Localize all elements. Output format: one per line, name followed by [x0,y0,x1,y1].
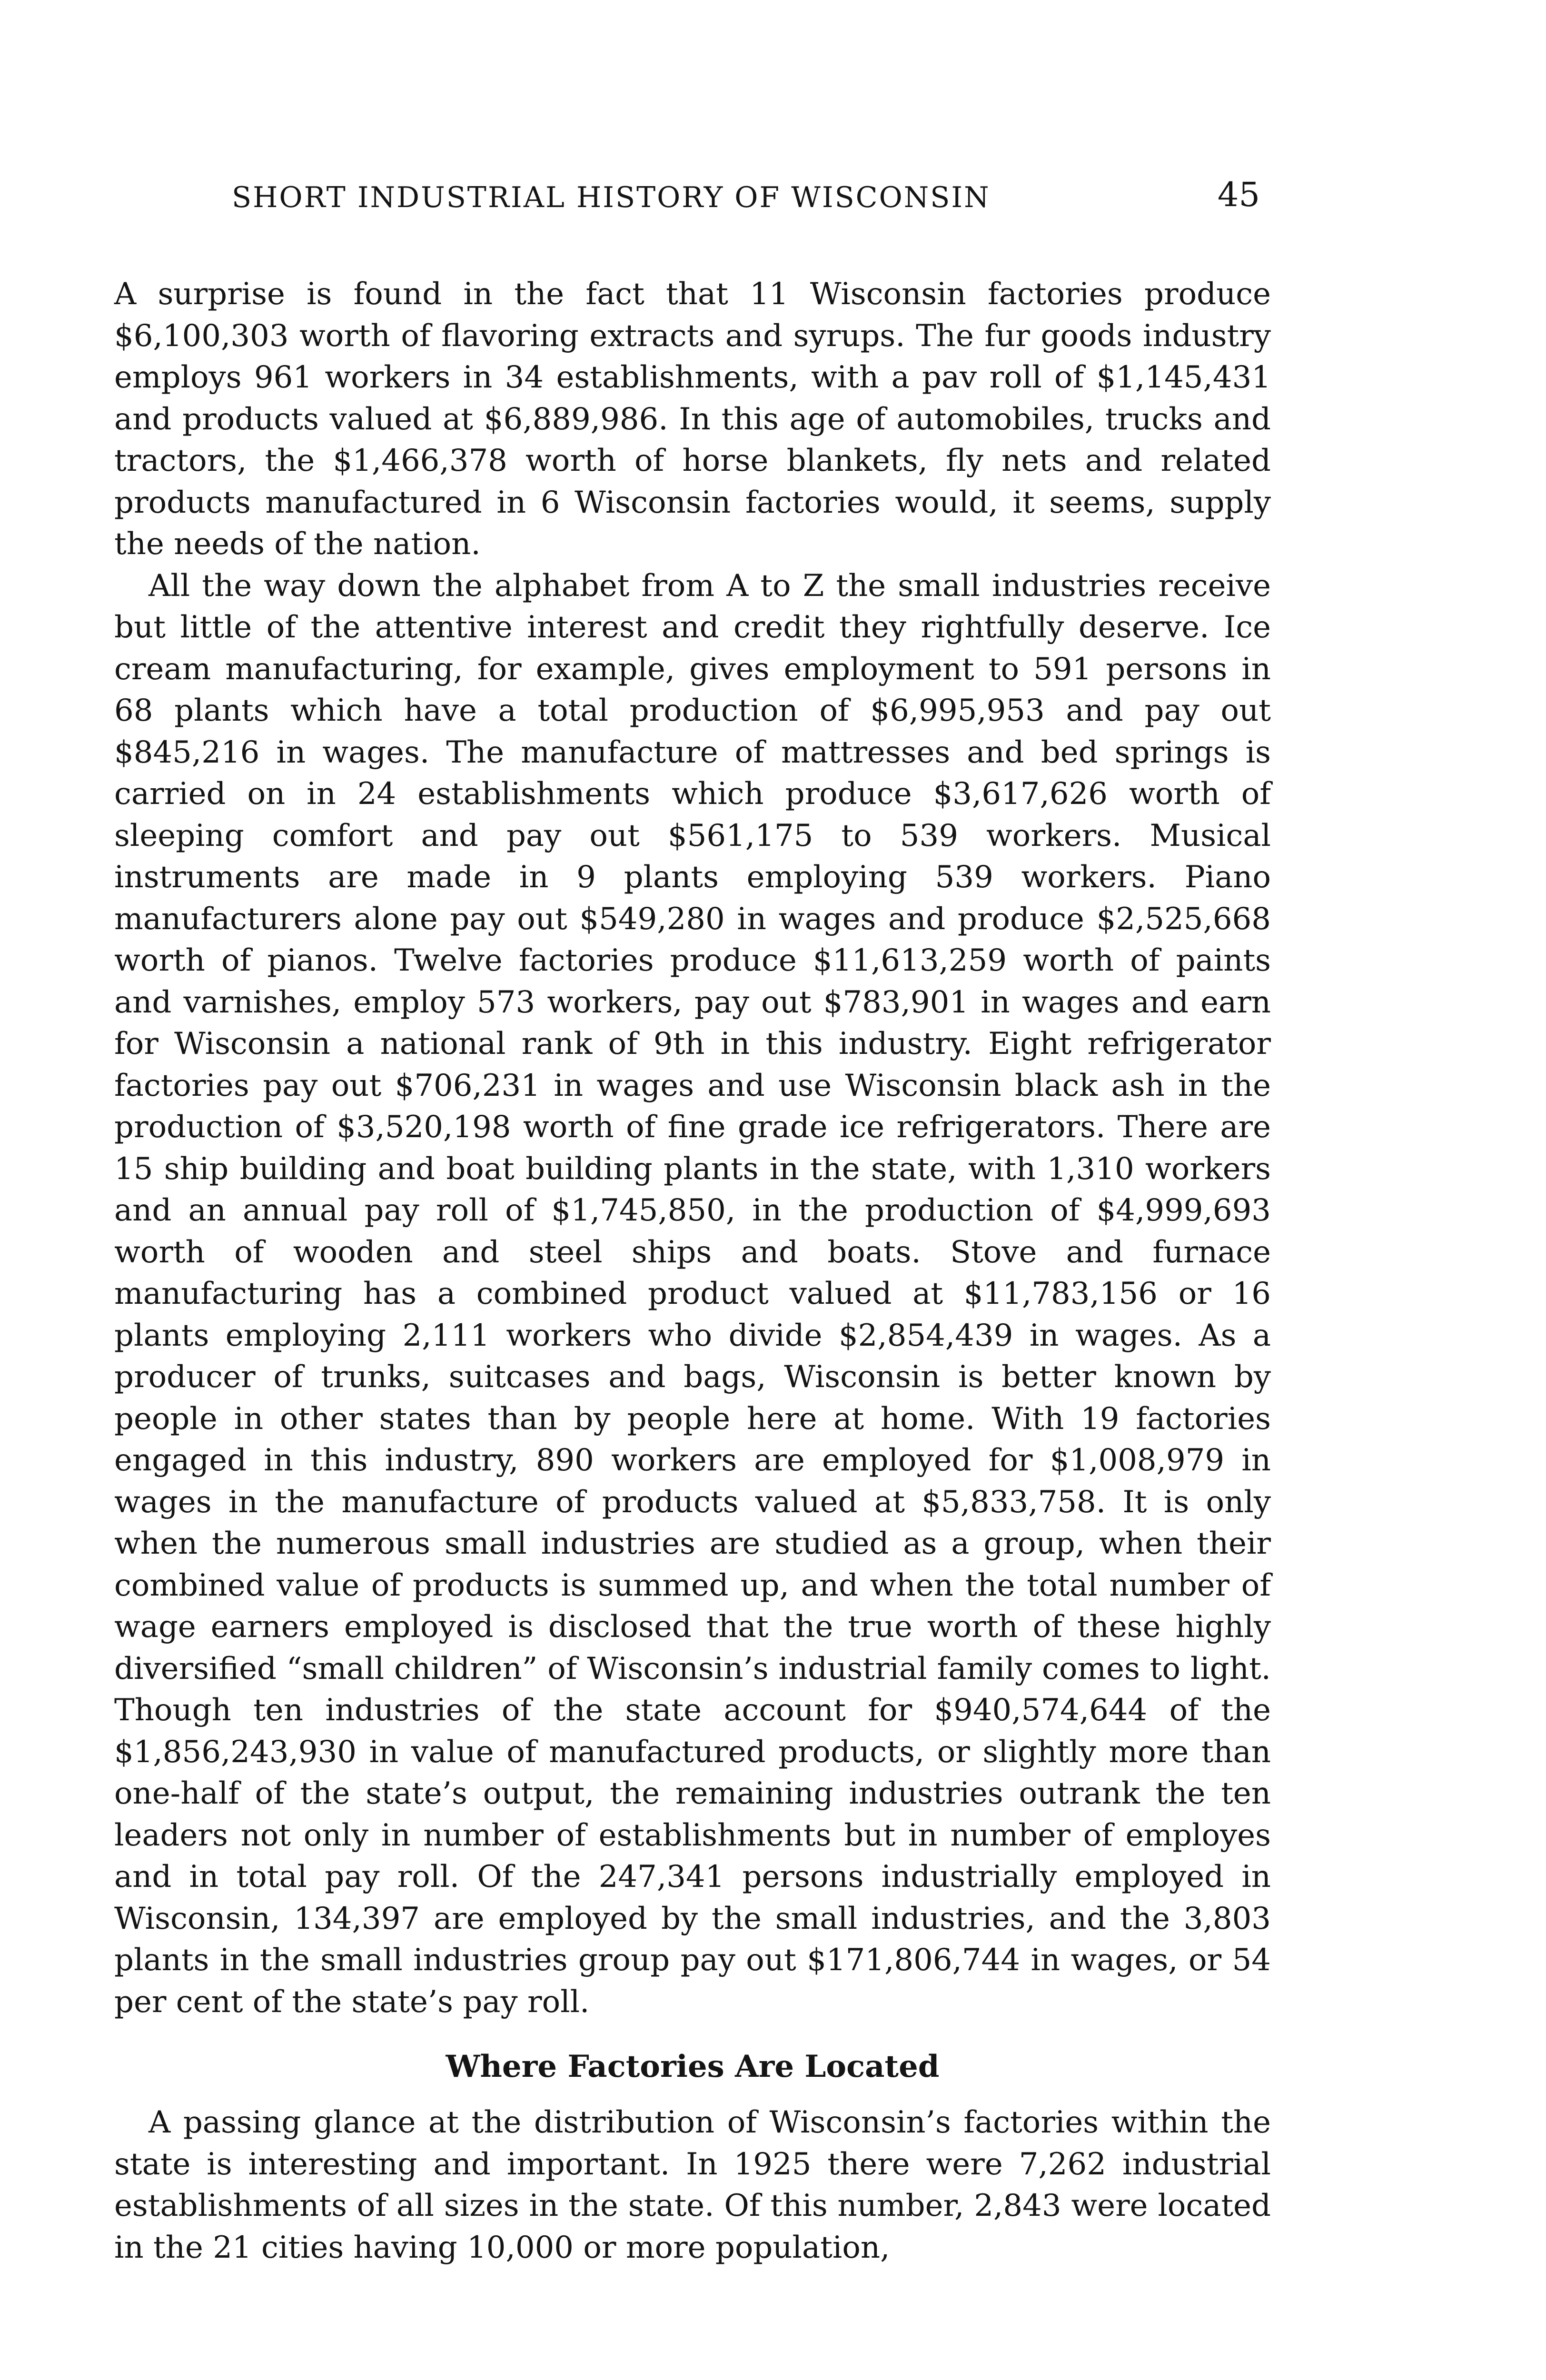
body-text [114,274,1271,2269]
running-head: SHORT INDUSTRIAL HISTORY OF WISCONSIN [232,181,991,214]
section-heading: Where Factories Are Located [446,2049,940,2084]
paragraph: A surprise is found in the fact that 11 Wisconsin factories produce $6,100,303 worth of flavoring extracts and syrups. The fur goods industry employs 961 workers in 34 establishments, with a pav roll of $1,145,431 and products valued at $6,889,986. In this age of automobiles, trucks and tractors, the $1,466,378 worth of horse blankets, fly nets and related products manufactured in 6 Wisconsin factories would, it seems, supply the needs of the nation. [114,277,1271,562]
page-header [232,175,1260,224]
paragraph: All the way down the alphabet from A to Z the small industries receive but little of the attentive interest and credit they rightfully deserve. Ice cream manufacturing, for example, gives employment to 591 persons in 68 plants which have a total production of $6,995,953 and pay out $845,216 in wages. The manufacture of mattresses and bed springs is carried on in 24 establishments which produce $3,617,626 worth of sleeping comfort and pay out $561,175 to 539 workers. Musical instruments are made in 9 plants employing 539 workers. Piano manufacturers alone pay out $549,280 in wages and produce $2,525,668 worth of pianos. Twelve factories produce $11,613,259 worth of paints and varnishes, employ 573 workers, pay out $783,901 in wages and earn for Wisconsin a national rank of 9th in this industry. Eight refrigerator factories pay out $706,231 in wages and use Wisconsin black ash in the production of $3,520,198 worth of fine grade ice refrigerators. There are 15 ship building and boat building plants in the state, with 1,310 workers and an annual pay roll of $1,745,850, in the production of $4,999,693 worth of wooden and steel ships and boats. Stove and furnace manufacturing has a combined product valued at $11,783,156 or 16 plants employing 2,111 workers who divide $2,854,439 in wages. As a producer of trunks, suitcases and bags, Wisconsin is better known by people in other states than by people here at home. With 19 factories engaged in this industry, 890 workers are employed for $1,008,979 in wages in the manufacture of products valued at $5,833,758. It is only when the numerous small industries are studied as a group, when their combined value of products is summed up, and when the total number of wage earners employed is disclosed that the true worth of these highly diversified “small children” of Wisconsin’s industrial family comes to light. Though ten industries of the state account for $940,574,644 of the $1,856,243,930 in value of manufactured products, or slightly more than one-half of the state’s output, the remaining industries outrank the ten leaders not only in number of establishments but in number of employes and in total pay roll. Of the 247,341 persons industrially employed in Wisconsin, 134,397 are employed by the small industries, and the 3,803 plants in the small industries group pay out $171,806,744 in wages, or 54 per cent of the state’s pay roll. [114,568,1271,2020]
page-number: 45 [1217,175,1260,214]
paragraph: A passing glance at the distribution of Wisconsin’s factories within the state is interesting and important. In 1925 there were 7,262 industrial establishments of all sizes in the state. Of this number, 2,843 were located in the 21 cities having 10,000 or more population, [114,2105,1271,2265]
